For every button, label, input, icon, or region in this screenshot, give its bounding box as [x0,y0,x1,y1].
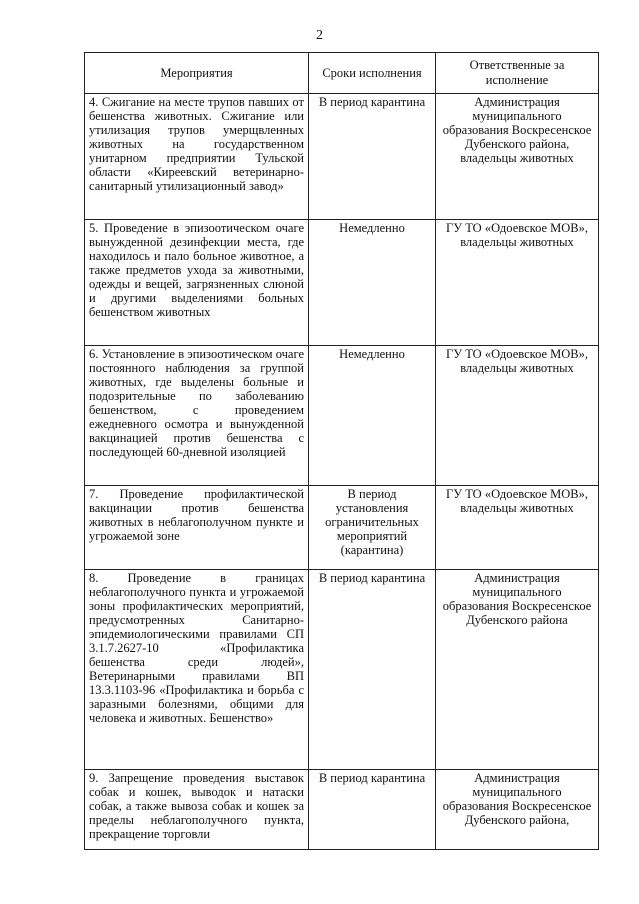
responsible-cell: Администрация муниципального образования Воскресенское Дубенского района [436,570,599,770]
measure-cell: 4. Сжигание на месте трупов павших от бешенства животных. Сжигание или утилизация трупов умерщвленных животных на государственном унитарном предприятии Тульской области «Киреевский ветеринарно-санитарный утилизационный завод» [85,94,309,220]
term-cell: Немедленно [309,346,436,486]
table-row [85,770,599,850]
measure-cell: 7. Проведение профилактической вакцинации против бешенства животных в неблагополучном пункте и угрожаемой зоне [85,486,309,570]
term-cell: В период карантина [309,770,436,850]
responsible-cell: Администрация муниципального образования Воскресенское Дубенского района, владельцы животных [436,94,599,220]
term-cell: В период карантина [309,570,436,770]
term-cell: Немедленно [309,220,436,346]
measure-cell: 5. Проведение в эпизоотическом очаге вынужденной дезинфекции места, где находилось и пало больное животное, а также предметов ухода за животными, одежды и вещей, загрязненных слюной и другими выделениями больных бешенством животных [85,220,309,346]
measure-cell: 6. Установление в эпизоотическом очаге постоянного наблюдения за группой животных, где выделены больные и подозрительные по заболеванию бешенством, с проведением ежедневного осмотра и вынужденной вакцинацией против бешенства с последующей 60-дневной изоляцией [85,346,309,486]
page-number: 2 [316,28,323,43]
responsible-cell: ГУ ТО «Одоевское МОВ», владельцы животных [436,220,599,346]
header-terms: Сроки исполнения [309,53,436,94]
header-responsible: Ответственные за исполнение [436,53,599,94]
measure-cell: 8. Проведение в границах неблагополучного пункта и угрожаемой зоны профилактических мероприятий, предусмотренных Санитарно-эпидемиологическими правилами СП 3.1.7.2627-10 «Профилактика бешенства среди людей», Ветеринарными правилами ВП 13.3.1103-96 «Профилактика и борьба с заразными болезнями, общими для человека и животных. Бешенство» [85,570,309,770]
measures-table [84,52,599,850]
table-row [85,346,599,486]
measure-cell: 9. Запрещение проведения выставок собак и кошек, выводок и натаски собак, а также вывоза собак и кошек за пределы неблагополучного пункта, прекращение торговли [85,770,309,850]
term-cell: В период карантина [309,94,436,220]
table-row [85,570,599,770]
table-row [85,486,599,570]
table-row [85,220,599,346]
term-cell: В период установления ограничительных мероприятий (карантина) [309,486,436,570]
header-measures: Мероприятия [85,53,309,94]
responsible-cell: ГУ ТО «Одоевское МОВ», владельцы животных [436,486,599,570]
table-header-row [85,53,599,94]
responsible-cell: Администрация муниципального образования Воскресенское Дубенского района, [436,770,599,850]
responsible-cell: ГУ ТО «Одоевское МОВ», владельцы животных [436,346,599,486]
table-row [85,94,599,220]
